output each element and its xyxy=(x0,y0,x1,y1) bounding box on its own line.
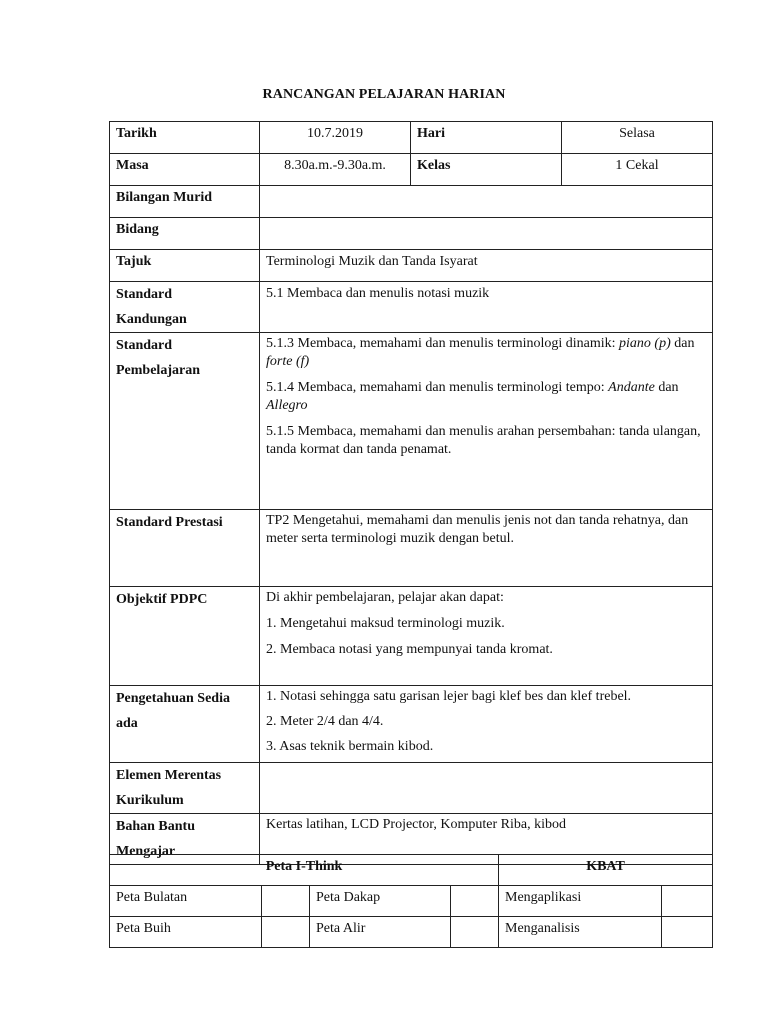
sp-item-5-1-4 xyxy=(266,379,706,415)
sedia-item-3: 3. Asas teknik bermain kibod. xyxy=(266,739,434,754)
pengetahuan-sedia-label-line1: Pengetahuan Sedia xyxy=(116,691,230,706)
think-header-row xyxy=(110,855,713,886)
sp-item-5-1-3-text: 5.1.3 Membaca, memahami dan menulis terminologi dinamik: xyxy=(266,336,620,351)
peta-buih-label: Peta Buih xyxy=(110,917,262,948)
menganalisis-check xyxy=(662,917,713,948)
tarikh-value: 10.7.2019 xyxy=(260,122,411,154)
lesson-plan-table xyxy=(109,121,713,865)
bilangan-murid-value xyxy=(260,186,713,218)
tarikh-label: Tarikh xyxy=(110,122,260,154)
standard-kandungan-value: 5.1 Membaca dan menulis notasi muzik xyxy=(260,282,713,333)
hari-value: Selasa xyxy=(562,122,713,154)
sp-item-5-1-5: 5.1.5 Membaca, memahami dan menulis arahan persembahan: tanda ulangan, tanda kormat dan tanda penamat. xyxy=(266,424,701,457)
row-standard-prestasi xyxy=(110,510,713,587)
row-pengetahuan-sedia xyxy=(110,686,713,763)
elemen-merentas-label xyxy=(110,763,260,814)
standard-pembelajaran-label xyxy=(110,333,260,510)
objektif-item-1: 1. Mengetahui maksud terminologi muzik. xyxy=(266,616,505,631)
sedia-item-1: 1. Notasi sehingga satu garisan lejer bagi klef bes dan klef trebel. xyxy=(266,689,632,704)
mengaplikasi-label: Mengaplikasi xyxy=(499,886,662,917)
sp-item-5-1-3-forte: forte (f) xyxy=(266,354,310,369)
masa-value: 8.30a.m.-9.30a.m. xyxy=(260,154,411,186)
pengetahuan-sedia-value xyxy=(260,686,713,763)
standard-kandungan-label-line1: Standard xyxy=(116,287,173,302)
peta-i-think-header: Peta I-Think xyxy=(110,855,499,886)
sp-item-5-1-3-piano: piano (p) xyxy=(619,336,671,351)
kelas-value: 1 Cekal xyxy=(562,154,713,186)
row-standard-kandungan xyxy=(110,282,713,333)
objektif-label: Objektif PDPC xyxy=(110,587,260,686)
bahan-bantu-label-line2: Mengajar xyxy=(116,844,176,859)
sp-item-5-1-4-dan: dan xyxy=(654,380,679,395)
elemen-merentas-label-line1: Elemen Merentas xyxy=(116,768,222,783)
pengetahuan-sedia-label-line2: ada xyxy=(116,716,138,731)
row-elemen-merentas xyxy=(110,763,713,814)
hari-label: Hari xyxy=(411,122,562,154)
standard-kandungan-label xyxy=(110,282,260,333)
menganalisis-label: Menganalisis xyxy=(499,917,662,948)
think-row-1 xyxy=(110,886,713,917)
peta-alir-label: Peta Alir xyxy=(310,917,451,948)
standard-pembelajaran-value xyxy=(260,333,713,510)
row-standard-pembelajaran xyxy=(110,333,713,510)
bilangan-murid-label: Bilangan Murid xyxy=(110,186,260,218)
bahan-bantu-label-line1: Bahan Bantu xyxy=(116,819,195,834)
kelas-label: Kelas xyxy=(411,154,562,186)
row-tarikh xyxy=(110,122,713,154)
sp-item-5-1-4-text: 5.1.4 Membaca, memahami dan menulis terminologi tempo: xyxy=(266,380,609,395)
i-think-kbat-table xyxy=(109,854,713,948)
bidang-value xyxy=(260,218,713,250)
row-tajuk xyxy=(110,250,713,282)
standard-prestasi-label: Standard Prestasi xyxy=(110,510,260,587)
row-masa xyxy=(110,154,713,186)
peta-dakap-label: Peta Dakap xyxy=(310,886,451,917)
sedia-item-2: 2. Meter 2/4 dan 4/4. xyxy=(266,714,384,729)
row-bidang xyxy=(110,218,713,250)
standard-prestasi-value: TP2 Mengetahui, memahami dan menulis jenis not dan tanda rehatnya, dan meter serta terminologi muzik dengan betul. xyxy=(260,510,713,587)
objektif-item-2: 2. Membaca notasi yang mempunyai tanda kromat. xyxy=(266,642,553,657)
standard-kandungan-label-line2: Kandungan xyxy=(116,312,187,327)
mengaplikasi-check xyxy=(662,886,713,917)
tajuk-value: Terminologi Muzik dan Tanda Isyarat xyxy=(260,250,713,282)
sp-item-5-1-3 xyxy=(266,335,706,371)
document-title: RANCANGAN PELAJARAN HARIAN xyxy=(262,87,506,102)
row-bilangan-murid xyxy=(110,186,713,218)
peta-bulatan-label: Peta Bulatan xyxy=(110,886,262,917)
standard-pembelajaran-label-line1: Standard xyxy=(116,338,173,353)
row-objektif xyxy=(110,587,713,686)
objektif-value xyxy=(260,587,713,686)
sp-item-5-1-4-andante: Andante xyxy=(608,380,655,395)
standard-pembelajaran-label-line2: Pembelajaran xyxy=(116,363,200,378)
pengetahuan-sedia-label xyxy=(110,686,260,763)
sp-item-5-1-4-allegro: Allegro xyxy=(266,398,308,413)
tajuk-label: Tajuk xyxy=(110,250,260,282)
think-row-2 xyxy=(110,917,713,948)
masa-label: Masa xyxy=(110,154,260,186)
objektif-intro: Di akhir pembelajaran, pelajar akan dapat: xyxy=(266,590,504,605)
peta-dakap-check xyxy=(451,886,499,917)
bahan-bantu-value: Kertas latihan, LCD Projector, Komputer Riba, kibod xyxy=(260,814,713,865)
kbat-header: KBAT xyxy=(499,855,713,886)
peta-alir-check xyxy=(451,917,499,948)
peta-buih-check xyxy=(262,917,310,948)
elemen-merentas-label-line2: Kurikulum xyxy=(116,793,184,808)
elemen-merentas-value xyxy=(260,763,713,814)
bidang-label: Bidang xyxy=(110,218,260,250)
sp-item-5-1-3-dan: dan xyxy=(670,336,695,351)
peta-bulatan-check xyxy=(262,886,310,917)
